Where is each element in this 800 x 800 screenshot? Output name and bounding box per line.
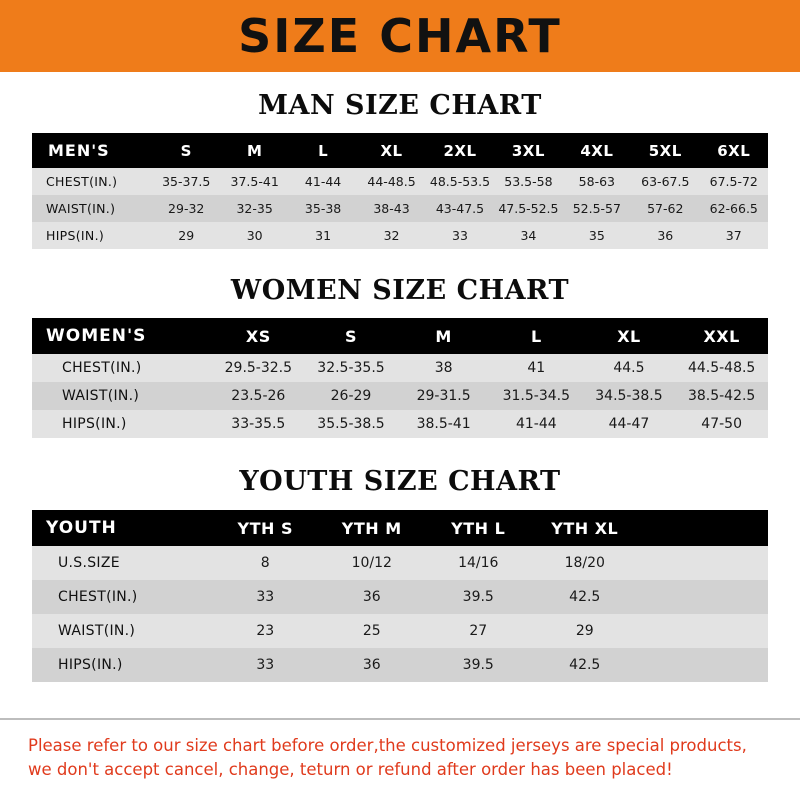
cell: 35-37.5 bbox=[162, 174, 211, 189]
cell: 44-48.5 bbox=[367, 174, 416, 189]
table-header-row bbox=[32, 510, 768, 546]
cell-spacer bbox=[638, 614, 768, 648]
youth-section-title: YOUTH SIZE CHART bbox=[239, 466, 561, 497]
cell: 52.5-57 bbox=[572, 201, 621, 216]
cell: 31.5-34.5 bbox=[502, 388, 570, 404]
cell: 33 bbox=[256, 589, 275, 605]
table-row bbox=[32, 354, 768, 382]
cell: 48.5-53.5 bbox=[429, 174, 491, 189]
cell: 38-43 bbox=[373, 201, 410, 216]
cell: 38 bbox=[434, 360, 453, 376]
cell-spacer bbox=[638, 580, 768, 614]
column-header: YOUTH bbox=[46, 518, 117, 538]
cell: 34.5-38.5 bbox=[595, 388, 663, 404]
row-label: HIPS(IN.) bbox=[58, 657, 123, 673]
table-row bbox=[32, 648, 768, 682]
column-header: YTH S bbox=[237, 518, 293, 538]
column-header: L bbox=[318, 141, 329, 160]
cell: 32.5-35.5 bbox=[317, 360, 385, 376]
cell: 23 bbox=[256, 623, 275, 639]
column-header: 2XL bbox=[443, 141, 477, 160]
table-header-row bbox=[32, 318, 768, 354]
cell: 32-35 bbox=[236, 201, 273, 216]
cell: 39.5 bbox=[462, 657, 494, 673]
cell: 27 bbox=[469, 623, 488, 639]
cell: 29 bbox=[575, 623, 594, 639]
column-header: MEN'S bbox=[48, 141, 110, 160]
cell: 36 bbox=[362, 657, 381, 673]
footer-note bbox=[0, 718, 800, 800]
row-label: HIPS(IN.) bbox=[46, 228, 105, 243]
row-label: HIPS(IN.) bbox=[62, 416, 127, 432]
table-row bbox=[32, 546, 768, 580]
cell: 35-38 bbox=[304, 201, 342, 216]
column-header: YTH M bbox=[341, 518, 402, 538]
column-header: XL bbox=[617, 326, 641, 346]
column-header: XS bbox=[245, 326, 271, 346]
cell: 44.5-48.5 bbox=[687, 360, 756, 376]
cell-spacer bbox=[638, 546, 768, 580]
column-header: L bbox=[530, 326, 542, 346]
youth-size-table bbox=[32, 510, 768, 682]
cell: 33 bbox=[256, 657, 275, 673]
column-header: WOMEN'S bbox=[46, 326, 147, 346]
column-header: M bbox=[435, 326, 452, 346]
page-title: SIZE CHART bbox=[238, 9, 562, 63]
cell: 29-31.5 bbox=[416, 388, 471, 404]
cell: 58-63 bbox=[578, 174, 615, 189]
cell: 37 bbox=[725, 228, 742, 243]
cell: 33-35.5 bbox=[231, 416, 286, 432]
cell: 35.5-38.5 bbox=[317, 416, 385, 432]
content-area bbox=[0, 72, 800, 718]
column-header: M bbox=[246, 141, 263, 160]
table-row bbox=[32, 410, 768, 438]
table-row bbox=[32, 580, 768, 614]
cell: 42.5 bbox=[569, 657, 601, 673]
column-header: 4XL bbox=[580, 141, 614, 160]
row-label: U.S.SIZE bbox=[58, 555, 120, 571]
table-header-row bbox=[32, 133, 768, 168]
column-header: XXL bbox=[703, 326, 740, 346]
cell: 36 bbox=[362, 589, 381, 605]
cell-spacer bbox=[638, 648, 768, 682]
table-row bbox=[32, 168, 768, 195]
cell: 41 bbox=[527, 360, 546, 376]
column-header: XL bbox=[380, 141, 403, 160]
row-label: WAIST(IN.) bbox=[58, 623, 136, 639]
cell: 23.5-26 bbox=[231, 388, 286, 404]
cell: 39.5 bbox=[462, 589, 494, 605]
column-header: YTH L bbox=[451, 518, 506, 538]
column-header: S bbox=[180, 141, 192, 160]
cell: 63-67.5 bbox=[641, 174, 690, 189]
table-row bbox=[32, 222, 768, 249]
men-size-table bbox=[32, 133, 768, 249]
cell: 37.5-41 bbox=[230, 174, 279, 189]
row-label: WAIST(IN.) bbox=[46, 201, 116, 216]
cell: 53.5-58 bbox=[504, 174, 553, 189]
column-header: YTH XL bbox=[551, 518, 619, 538]
cell: 29.5-32.5 bbox=[224, 360, 293, 376]
cell: 38.5-41 bbox=[416, 416, 471, 432]
cell: 29-32 bbox=[168, 201, 205, 216]
cell: 47.5-52.5 bbox=[498, 201, 559, 216]
cell: 47-50 bbox=[701, 416, 742, 432]
row-label: CHEST(IN.) bbox=[58, 589, 138, 605]
cell: 67.5-72 bbox=[709, 174, 758, 189]
banner bbox=[0, 0, 800, 72]
row-label: CHEST(IN.) bbox=[46, 174, 118, 189]
row-label: CHEST(IN.) bbox=[62, 360, 142, 376]
cell: 30 bbox=[246, 228, 263, 243]
men-section-title: MAN SIZE CHART bbox=[258, 90, 542, 121]
cell: 31 bbox=[315, 228, 332, 243]
cell: 32 bbox=[383, 228, 400, 243]
table-row bbox=[32, 195, 768, 222]
footer-note-line-1: Please refer to our size chart before order,the customized jerseys are special products, bbox=[28, 736, 747, 756]
cell: 14/16 bbox=[458, 555, 499, 571]
cell: 41-44 bbox=[304, 174, 342, 189]
cell: 25 bbox=[362, 623, 381, 639]
cell: 18/20 bbox=[564, 555, 605, 571]
table-row bbox=[32, 382, 768, 410]
column-header-spacer bbox=[638, 510, 768, 546]
column-header: 6XL bbox=[717, 141, 751, 160]
footer-note-line-2: we don't accept cancel, change, teturn or refund after order has been placed! bbox=[28, 760, 673, 780]
cell: 42.5 bbox=[569, 589, 601, 605]
cell: 8 bbox=[260, 555, 270, 571]
cell: 26-29 bbox=[330, 388, 372, 404]
cell: 41-44 bbox=[515, 416, 557, 432]
table-row bbox=[32, 614, 768, 648]
cell: 10/12 bbox=[351, 555, 392, 571]
cell: 44-47 bbox=[608, 416, 650, 432]
cell: 29 bbox=[178, 228, 195, 243]
column-header: S bbox=[344, 326, 357, 346]
cell: 38.5-42.5 bbox=[687, 388, 756, 404]
column-header: 3XL bbox=[511, 141, 545, 160]
cell: 33 bbox=[452, 228, 468, 243]
cell: 35 bbox=[588, 228, 605, 243]
women-size-table bbox=[32, 318, 768, 438]
cell: 34 bbox=[520, 228, 537, 243]
cell: 62-66.5 bbox=[709, 201, 758, 216]
cell: 57-62 bbox=[647, 201, 684, 216]
women-section-title: WOMEN SIZE CHART bbox=[230, 275, 570, 306]
cell: 43-47.5 bbox=[435, 201, 485, 216]
cell: 44.5 bbox=[613, 360, 645, 376]
column-header: 5XL bbox=[648, 141, 682, 160]
cell: 36 bbox=[657, 228, 674, 243]
row-label: WAIST(IN.) bbox=[62, 388, 140, 404]
